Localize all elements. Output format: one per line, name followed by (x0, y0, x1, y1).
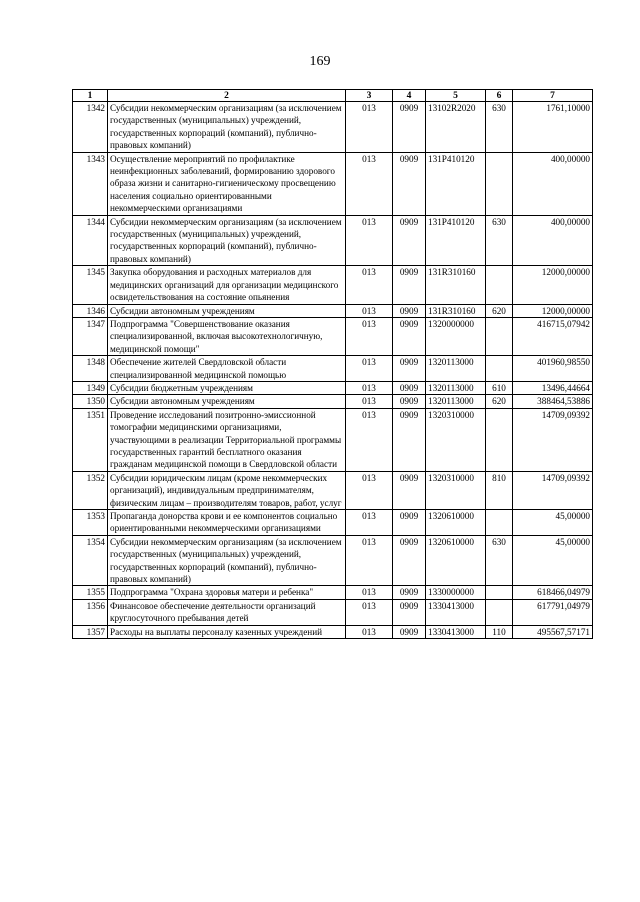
expense-type-code-cell (486, 266, 513, 304)
row-number-cell: 1356 (73, 599, 108, 625)
section-code-cell: 0909 (393, 152, 426, 215)
header-cell: 1 (73, 90, 108, 102)
row-number-cell: 1342 (73, 102, 108, 153)
table-row (73, 304, 593, 317)
admin-code-cell: 013 (346, 535, 393, 586)
target-code-cell: 1320113000 (426, 381, 486, 394)
row-number-cell: 1354 (73, 535, 108, 586)
target-code-cell: 1330413000 (426, 625, 486, 638)
expense-name-cell: Субсидии автономным учреждениям (108, 304, 346, 317)
amount-cell: 400,00000 (513, 215, 593, 266)
expense-type-code-cell (486, 152, 513, 215)
expense-type-code-cell (486, 586, 513, 599)
target-code-cell: 1320610000 (426, 535, 486, 586)
section-code-cell: 0909 (393, 408, 426, 471)
target-code-cell: 131P410120 (426, 215, 486, 266)
admin-code-cell: 013 (346, 586, 393, 599)
amount-cell: 12000,00000 (513, 266, 593, 304)
admin-code-cell: 013 (346, 152, 393, 215)
expense-type-code-cell: 610 (486, 381, 513, 394)
section-code-cell: 0909 (393, 266, 426, 304)
section-code-cell: 0909 (393, 356, 426, 382)
amount-cell: 388464,53886 (513, 395, 593, 408)
row-number-cell: 1343 (73, 152, 108, 215)
expense-type-code-cell: 810 (486, 471, 513, 509)
row-number-cell: 1351 (73, 408, 108, 471)
amount-cell: 14709,09392 (513, 471, 593, 509)
admin-code-cell: 013 (346, 317, 393, 355)
expense-type-code-cell: 630 (486, 215, 513, 266)
expense-name-cell: Осуществление мероприятий по профилактике неинфекционных заболеваний, формированию здорового образа жизни и санитарно-гигиеническому просвещению населения социально ориентированными некоммерческими организациями (108, 152, 346, 215)
amount-cell: 14709,09392 (513, 408, 593, 471)
target-code-cell: 1320310000 (426, 408, 486, 471)
section-code-cell: 0909 (393, 586, 426, 599)
row-number-cell: 1357 (73, 625, 108, 638)
admin-code-cell: 013 (346, 102, 393, 153)
row-number-cell: 1344 (73, 215, 108, 266)
amount-cell: 618466,04979 (513, 586, 593, 599)
row-number-cell: 1348 (73, 356, 108, 382)
admin-code-cell: 013 (346, 625, 393, 638)
amount-cell: 45,00000 (513, 535, 593, 586)
amount-cell: 401960,98550 (513, 356, 593, 382)
amount-cell: 495567,57171 (513, 625, 593, 638)
header-cell: 7 (513, 90, 593, 102)
row-number-cell: 1352 (73, 471, 108, 509)
target-code-cell: 1330000000 (426, 586, 486, 599)
section-code-cell: 0909 (393, 304, 426, 317)
admin-code-cell: 013 (346, 599, 393, 625)
table-row (73, 102, 593, 153)
header-cell: 6 (486, 90, 513, 102)
target-code-cell: 131P410120 (426, 152, 486, 215)
row-number-cell: 1346 (73, 304, 108, 317)
amount-cell: 1761,10000 (513, 102, 593, 153)
target-code-cell: 131R310160 (426, 266, 486, 304)
expense-name-cell: Обеспечение жителей Свердловской области специализированной медицинской помощью (108, 356, 346, 382)
header-cell: 3 (346, 90, 393, 102)
table-row (73, 152, 593, 215)
expense-type-code-cell: 110 (486, 625, 513, 638)
admin-code-cell: 013 (346, 471, 393, 509)
table-row (73, 356, 593, 382)
table-row (73, 586, 593, 599)
amount-cell: 12000,00000 (513, 304, 593, 317)
expense-type-code-cell (486, 510, 513, 536)
table-row (73, 408, 593, 471)
section-code-cell: 0909 (393, 471, 426, 509)
section-code-cell: 0909 (393, 102, 426, 153)
amount-cell: 45,00000 (513, 510, 593, 536)
header-row (73, 90, 593, 102)
admin-code-cell: 013 (346, 408, 393, 471)
expense-type-code-cell: 630 (486, 535, 513, 586)
admin-code-cell: 013 (346, 356, 393, 382)
row-number-cell: 1349 (73, 381, 108, 394)
admin-code-cell: 013 (346, 381, 393, 394)
expense-name-cell: Субсидии автономным учреждениям (108, 395, 346, 408)
section-code-cell: 0909 (393, 599, 426, 625)
header-cell: 4 (393, 90, 426, 102)
target-code-cell: 1330413000 (426, 599, 486, 625)
section-code-cell: 0909 (393, 215, 426, 266)
expense-type-code-cell (486, 599, 513, 625)
admin-code-cell: 013 (346, 395, 393, 408)
admin-code-cell: 013 (346, 266, 393, 304)
expense-type-code-cell (486, 356, 513, 382)
expense-name-cell: Пропаганда донорства крови и ее компонентов социально ориентированными некоммерческими организациями (108, 510, 346, 536)
section-code-cell: 0909 (393, 395, 426, 408)
expense-name-cell: Субсидии бюджетным учреждениям (108, 381, 346, 394)
admin-code-cell: 013 (346, 510, 393, 536)
target-code-cell: 13102R2020 (426, 102, 486, 153)
expense-name-cell: Проведение исследований позитронно-эмиссионной томографии медицинскими организациями, участвующими в реализации Территориальной программы государственных гарантий бесплатного оказания гражданам медицинской помощи в Свердловской области (108, 408, 346, 471)
header-cell: 5 (426, 90, 486, 102)
expense-type-code-cell: 620 (486, 304, 513, 317)
table-row (73, 625, 593, 638)
table-row (73, 395, 593, 408)
table-row (73, 510, 593, 536)
expense-name-cell: Подпрограмма "Совершенствование оказания специализированной, включая высокотехнологичную, медицинской помощи" (108, 317, 346, 355)
amount-cell: 617791,04979 (513, 599, 593, 625)
page-number: 169 (309, 54, 331, 69)
amount-cell: 13496,44664 (513, 381, 593, 394)
target-code-cell: 1320113000 (426, 356, 486, 382)
expense-type-code-cell (486, 317, 513, 355)
target-code-cell: 1320610000 (426, 510, 486, 536)
amount-cell: 416715,07942 (513, 317, 593, 355)
expense-name-cell: Финансовое обеспечение деятельности организаций круглосуточного пребывания детей (108, 599, 346, 625)
amount-cell: 400,00000 (513, 152, 593, 215)
target-code-cell: 1320310000 (426, 471, 486, 509)
header-cell: 2 (108, 90, 346, 102)
expense-name-cell: Субсидии некоммерческим организациям (за исключением государственных (муниципальных) учреждений, государственных корпораций (компаний), публично-правовых компаний) (108, 535, 346, 586)
admin-code-cell: 013 (346, 215, 393, 266)
expense-name-cell: Подпрограмма "Охрана здоровья матери и ребенка" (108, 586, 346, 599)
section-code-cell: 0909 (393, 535, 426, 586)
table-row (73, 215, 593, 266)
section-code-cell: 0909 (393, 510, 426, 536)
table-row (73, 599, 593, 625)
expense-name-cell: Субсидии некоммерческим организациям (за исключением государственных (муниципальных) учреждений, государственных корпораций (компаний), публично-правовых компаний) (108, 102, 346, 153)
row-number-cell: 1350 (73, 395, 108, 408)
table-row (73, 381, 593, 394)
expense-type-code-cell: 620 (486, 395, 513, 408)
row-number-cell: 1353 (73, 510, 108, 536)
section-code-cell: 0909 (393, 625, 426, 638)
row-number-cell: 1355 (73, 586, 108, 599)
row-number-cell: 1345 (73, 266, 108, 304)
expense-name-cell: Расходы на выплаты персоналу казенных учреждений (108, 625, 346, 638)
table-row (73, 266, 593, 304)
target-code-cell: 131R310160 (426, 304, 486, 317)
table-row (73, 471, 593, 509)
row-number-cell: 1347 (73, 317, 108, 355)
target-code-cell: 1320113000 (426, 395, 486, 408)
table-row (73, 317, 593, 355)
expense-name-cell: Субсидии юридическим лицам (кроме некоммерческих организаций), индивидуальным предпринимателям, физическим лицам – производителям товаров, работ, услуг (108, 471, 346, 509)
table-row (73, 535, 593, 586)
budget-table (72, 89, 593, 639)
target-code-cell: 1320000000 (426, 317, 486, 355)
expense-type-code-cell: 630 (486, 102, 513, 153)
section-code-cell: 0909 (393, 381, 426, 394)
admin-code-cell: 013 (346, 304, 393, 317)
section-code-cell: 0909 (393, 317, 426, 355)
expense-name-cell: Субсидии некоммерческим организациям (за исключением государственных (муниципальных) учреждений, государственных корпораций (компаний), публично-правовых компаний) (108, 215, 346, 266)
expense-name-cell: Закупка оборудования и расходных материалов для медицинских организаций для организации медицинского освидетельствования на состояние опьянения (108, 266, 346, 304)
expense-type-code-cell (486, 408, 513, 471)
